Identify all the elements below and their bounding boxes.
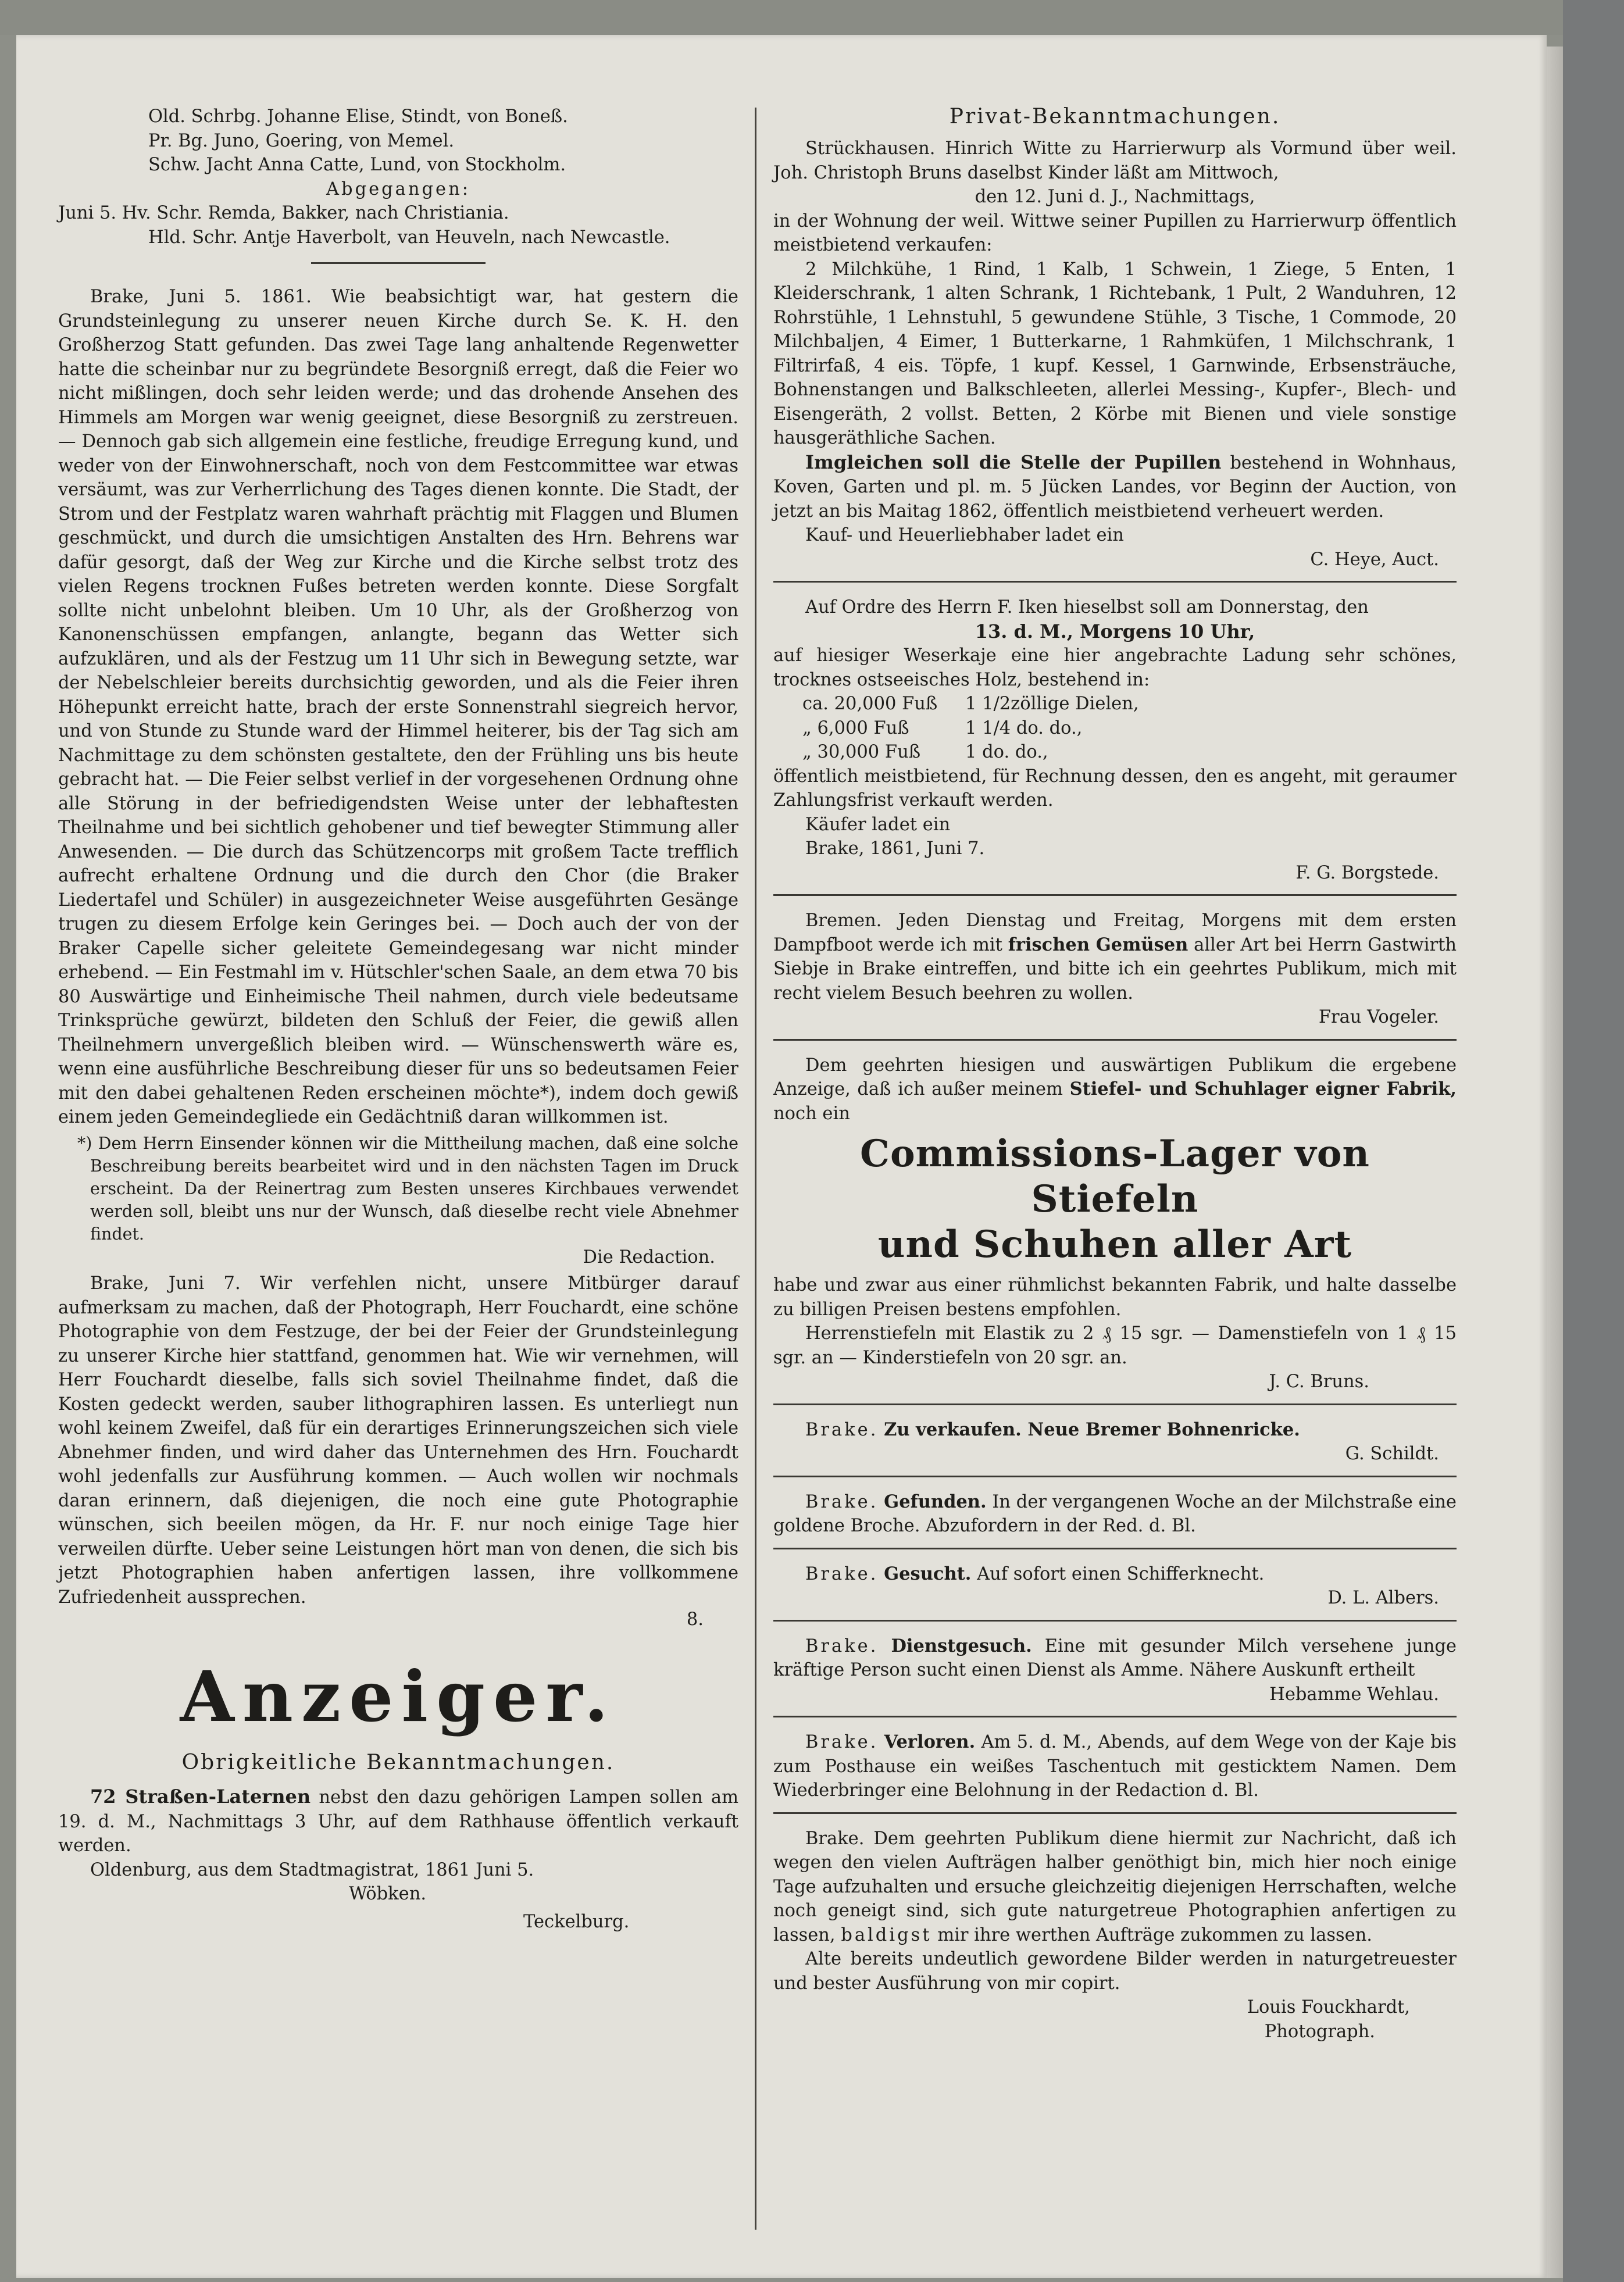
private-announcements-title: Privat-Bekanntmachungen. <box>949 105 1281 128</box>
wood-desc: 1 do. do., <box>965 742 1048 762</box>
ad7-signature: D. L. Albers. <box>1327 1588 1439 1608</box>
ad2-text3: öffentlich meistbietend, für Rechnung dessen, den es angeht, mit geraumer Zahlungsfrist verkauft werden. <box>773 766 1457 810</box>
ad-separator <box>773 894 1457 896</box>
ad6-body: In der vergangenen Woche an der Milchstraße eine goldene Broche. Abzufordern in der Red. d. Bl. <box>773 1491 1457 1536</box>
ad-separator <box>773 1039 1457 1041</box>
ad9-body: Am 5. d. M., Abends, auf dem Wege von der Kaje bis zum Posthause ein weißes Taschentuch mit gesticktem Namen. Dem Wiederbringer eine Belohnung in der Redaction d. Bl. <box>773 1732 1457 1801</box>
ad2-date: 13. d. M., Morgens 10 Uhr, <box>975 620 1255 642</box>
ad10-text3: Alte bereits undeutlich gewordene Bilder werden in naturgetreuester und bester Ausführung von mir copirt. <box>773 1949 1457 1994</box>
ad3-signature: Frau Vogeler. <box>1318 1007 1439 1027</box>
ad10-signature-1: Louis Fouckhardt, <box>1247 1997 1410 2017</box>
ad6-bold: Gefunden. <box>884 1491 987 1512</box>
right-column <box>773 105 1457 2044</box>
ad-wood-auction <box>773 595 1457 885</box>
ad10-signature-2: Photograph. <box>1264 2021 1375 2042</box>
arrived-ship-1: Old. Schrbg. Johanne Elise, Stindt, von Boneß. <box>148 106 568 127</box>
ad2-date-place: Brake, 1861, Juni 7. <box>805 838 985 859</box>
signature-teckelburg: Teckelburg. <box>523 1911 630 1932</box>
article-photograph: Brake, Juni 7. Wir verfehlen nicht, unsere Mitbürger darauf aufmerksam zu machen, daß der Photograph, Herr Fouchardt, eine schöne Photographie von dem Festzuge, der bei der Feier der Grundsteinlegung zu unserer Kirche hier stattfand, genommen hat. Wie wir vernehmen, will Herr Fouchardt dieselbe, falls sich soviel Theilnahme findet, daß die Kosten gedeckt werden, sauber lithographiren lassen. Es unterliegt nun wohl keinem Zweifel, daß für ein derartiges Erinnerungszeichen sich viele Abnehmer finden, und wird daher das Unternehmen des Hrn. Fouchardt wohl jedenfalls zur Ausführung kommen. — Auch wollen wir nochmals daran erinnern, daß diejenigen, die noch eine gute Photographie wünschen, sich beeilen mögen, da Hr. F. nur noch einige Tage hier verweilen dürfte. Ueber seine Leistungen hört man von denen, die sich bis jetzt Photographien haben anfertigen lassen, ihre vollkommene Zufriedenheit aussprechen. <box>58 1273 738 1608</box>
wood-row <box>773 716 1457 741</box>
ad5-text <box>773 1418 1457 1442</box>
ad9-text <box>773 1730 1457 1803</box>
article-mark: 8. <box>686 1609 704 1630</box>
ad-lost <box>773 1730 1457 1803</box>
wood-row <box>773 692 1457 716</box>
ad1-signature: C. Heye, Auct. <box>1310 549 1439 570</box>
laterns-lead: 72 Straßen-Laternen <box>90 1785 311 1808</box>
ad2-text1: Auf Ordre des Herrn F. Iken hieselbst soll am Donnerstag, den <box>805 597 1369 617</box>
ad1-items: 2 Milchkühe, 1 Rind, 1 Kalb, 1 Schwein, 1 Ziege, 5 Enten, 1 Kleiderschrank, 1 alten Schrank, 1 Richtebank, 1 Pult, 2 Wanduhren, 12 Rohrstühle, 1 Lehnstuhl, 5 gewundene Stühle, 3 Tische, 1 Commode, 20 Milchbaljen, 4 Eimer, 1 Butterkarne, 1 Rahmküfen, 1 Milchschrank, 1 Filtrirfaß, 4 eis. Töpfe, 1 kupf. Kessel, 1 Garnwinde, Erbsensträuche, Bohnenstangen und Balkschleeten, allerlei Messing-, Kupfer-, Blech- und Eisengeräth, 2 vollst. Betten, 2 Körbe mit Bienen und viele sonstige hausgeräthliche Sachen. <box>773 259 1457 448</box>
departed-ship-1 <box>58 201 738 226</box>
ad-separator <box>773 1548 1457 1549</box>
ad3-text-a: Bremen. Jeden Dienstag und Freitag, Morgens mit dem ersten Dampfboot werde ich mit <box>773 910 1457 955</box>
ad9-bold: Verloren. <box>884 1731 976 1752</box>
departed-date: Juni 5. <box>58 203 117 223</box>
departed-ship-1-text: Hv. Schr. Remda, Bakker, nach Christiania. <box>122 203 509 223</box>
anzeiger-title: Anzeiger. <box>180 1656 617 1738</box>
arrived-ship-2: Pr. Bg. Juno, Goering, von Memel. <box>148 130 455 151</box>
laterns-place: Oldenburg, aus dem Stadtmagistrat, 1861 Juni 5. <box>90 1859 534 1880</box>
ad-wanted <box>773 1562 1457 1610</box>
ad-for-sale <box>773 1418 1457 1466</box>
ad4-prices: Herrenstiefeln mit Elastik zu 2 ₰ 15 sgr. — Damenstiefeln von 1 ₰ 15 sgr. an — Kinderstiefeln von 20 sgr. an. <box>773 1323 1457 1368</box>
ad4-text-b: noch ein <box>773 1103 850 1124</box>
ad3-bold: frischen Gemüsen <box>1008 934 1188 955</box>
ad2-signature: F. G. Borgstede. <box>1295 862 1439 883</box>
page-edge <box>1547 47 1563 2278</box>
laterns-announcement <box>58 1785 738 1858</box>
laterns-text: nebst den dazu gehörigen Lampen sollen am 19. d. M., Nachmittags 3 Uhr, auf dem Rathhause öffentlich verkauft werden. <box>58 1787 739 1856</box>
ad7-bold: Gesucht. <box>884 1563 972 1584</box>
ad1-invite: Kauf- und Heuerliebhaber ladet ein <box>805 525 1124 545</box>
article-footnote: *) Dem Herrn Einsender können wir die Mittheilung machen, daß eine solche Beschreibung bereits bearbeitet wird und in den nächsten Tagen im Druck erscheint. Da der Reinertrag zum Besten unseres Kirchbaues verwendet werden soll, bleibt uns nur der Wunsch, daß dieselbe recht viele Abnehmer findet. <box>77 1133 738 1244</box>
ad8-bold: Dienstgesuch. <box>891 1635 1032 1656</box>
ad10-text <box>773 1827 1457 1948</box>
ad1-text1: Strückhausen. Hinrich Witte zu Harrierwurp als Vormund über weil. Joh. Christoph Bruns daselbst Kinder läßt am Mittwoch, <box>773 138 1457 183</box>
ad9-place: Brake. <box>805 1732 879 1752</box>
section-rule <box>311 262 486 264</box>
ad1-text2: in der Wohnung der weil. Wittwe seiner Pupillen zu Harrierwurp öffentlich meistbietend verkaufen: <box>773 210 1457 255</box>
ad-found <box>773 1490 1457 1538</box>
ad4-text <box>773 1053 1457 1126</box>
ad-separator <box>773 1716 1457 1717</box>
ad-separator <box>773 1476 1457 1477</box>
footnote-signature: Die Redaction. <box>583 1247 715 1267</box>
ad6-place: Brake. <box>805 1491 879 1512</box>
article-grundsteinlegung: Brake, Juni 5. 1861. Wie beabsichtigt war, hat gestern die Grundsteinlegung zu unserer neuen Kirche durch Se. K. H. den Großherzog Statt gefunden. Das zwei Tage lang anhaltende Regenwetter hatte die scheinbar nur zu begründete Besorgniß erregt, daß die Feier wo nicht mißlingen, doch sehr leiden werde; und das drohende Ansehen des Himmels am Morgen war wenig geeignet, diese Besorgniß zu zerstreuen. — Dennoch gab sich allgemein eine festliche, freudige Erregung kund, und weder von der Einwohnerschaft, noch von dem Festcommittee war etwas versäumt, was zur Verherrlichung des Tages dienen konnte. Die Stadt, der Strom und der Festplatz waren wahrhaft prächtig mit Flaggen und Blumen geschmückt, und durch die umsichtigen Anstalten des Hrn. Behrens war dafür gesorgt, daß der Weg zur Kirche und die Kirche selbst trotz des vielen Regens trocknen Fußes betreten werden konnte. Diese Sorgfalt sollte nicht unbelohnt bleiben. Um 10 Uhr, als der Großherzog von Kanonenschüssen empfangen, anlangte, begann das Wetter sich aufzuklären, und als der Festzug um 11 Uhr sich in Bewegung setzte, war der Nebelschleier bereits durchsichtig geworden, und als die Feier ihren Höhepunkt erreicht hatte, brach der erste Sonnenstrahl siegreich hervor, und von Stunde zu Stunde ward der Himmel heiterer, bis der Tag sich am Nachmittage zu dem schönsten gestaltete, den der Frühling uns bis heute gebracht hat. — Die Feier selbst verlief in der vorgesehenen Ordnung ohne alle Störung in der befriedigendsten Weise unter der lebhaftesten Theilnahme und bei sichtlich gehobener und tief bewegter Stimmung aller Anwesenden. — Die durch das Schützencorps mit großem Tacte trefflich aufrecht erhaltene Ordnung und die durch den Chor (die Braker Liedertafel und Schüler) in ausgezeichneter Weise ausgeführten Gesänge trugen zu diesem Erfolge kein Geringes bei. — Doch auch der von der Braker Capelle sicher geleitete Gemeindegesang war nicht minder erhebend. — Ein Festmahl im v. Hütschler'schen Saale, an dem etwa 70 bis 80 Auswärtige und Einheimische Theil nahmen, durch viele bedeutsame Trinksprüche gewürzt, bildeten den Schluß der Feier, die gewiß allen Theilnehmern unvergeßlich bleiben wird. — Wünschenswerth wäre es, wenn eine ausführliche Beschreibung dieser für uns so bedeutsamen Feier mit den dabei gehaltenen Reden erscheinen möchte*), indem doch gewiß einem jeden Gemeindegliede ein Gedächtniß daran willkommen ist. <box>58 287 738 1127</box>
anzeiger-section <box>58 1656 738 1934</box>
signature-woebken: Wöbken. <box>349 1884 427 1904</box>
departed-ship-2: Hld. Schr. Antje Haverbolt, van Heuveln, nach Newcastle. <box>148 227 670 248</box>
ad10-text1: Brake. Dem geehrten Publikum diene hiermit zur Nachricht, daß ich wegen den vielen Aufträgen halber genöthigt bin, mich hier noch einige Tage aufzuhalten und ersuche gleichzeitig diejenigen Herrschaften, welche noch geneigt sind, sich gute naturgetreue Photographien anfertigen zu lassen, <box>773 1828 1457 1945</box>
ad8-signature: Hebamme Wehlau. <box>1269 1684 1439 1705</box>
ad-vegetables <box>773 909 1457 1030</box>
arrived-ship-3: Schw. Jacht Anna Catte, Lund, von Stockholm. <box>148 155 566 175</box>
ad1-property <box>773 451 1457 524</box>
ad5-signature: G. Schildt. <box>1345 1444 1439 1464</box>
ad-shoes <box>773 1053 1457 1394</box>
left-column <box>58 105 738 1934</box>
scan-background-right <box>1563 0 1624 2282</box>
wood-row <box>773 740 1457 765</box>
ad1-date: den 12. Juni d. J., Nachmittags, <box>975 187 1255 207</box>
ad4-bold: Stiefel- und Schuhlager eigner Fabrik, <box>1069 1078 1457 1099</box>
ad-separator <box>773 1812 1457 1814</box>
ad3-text-b: aller Art bei Herrn Gastwirth Siebje in Brake eintreffen, und bitte ich ein geehrtes Publikum, mich mit recht vielem Besuch beehren zu wollen. <box>773 934 1457 1003</box>
ad4-headline-1: Commissions-Lager von Stiefeln <box>860 1132 1370 1221</box>
wood-qty: ca. 20,000 Fuß <box>802 694 938 714</box>
ad4-text-c: habe und zwar aus einer rühmlichst bekannten Fabrik, und halte dasselbe zu billigen Preisen bestens empfohlen. <box>773 1275 1457 1320</box>
ad6-text <box>773 1490 1457 1538</box>
ad-separator <box>773 1404 1457 1405</box>
ad8-place: Brake. <box>805 1635 879 1656</box>
departed-heading: Abgegangen: <box>326 178 470 199</box>
ad-photographer <box>773 1827 1457 2044</box>
ad-separator <box>773 581 1457 583</box>
ad1-bold-lead: Imgleichen soll die Stelle der Pupillen <box>805 451 1222 473</box>
ad2-text2: auf hiesiger Weserkaje eine hier angebrachte Ladung sehr schönes, trocknes ostseeisches Holz, bestehend in: <box>773 645 1457 690</box>
wood-qty: „ 30,000 Fuß <box>802 742 921 762</box>
scan-background-top <box>0 0 1563 35</box>
ad-job-request <box>773 1634 1457 1707</box>
ad4-signature: J. C. Bruns. <box>1269 1372 1369 1392</box>
ad2-invite: Käufer ladet ein <box>805 814 951 835</box>
ad-separator <box>773 1620 1457 1622</box>
ad1-text3: bestehend in Wohnhaus, Koven, Garten und pl. m. 5 Jücken Landes, vor Beginn der Auction, von jetzt an bis Maitag 1862, öffentlich meistbietend verheuert werden. <box>773 452 1457 522</box>
ad7-place: Brake. <box>805 1563 879 1584</box>
ad7-text <box>773 1562 1457 1587</box>
wood-qty: „ 6,000 Fuß <box>802 717 909 738</box>
ad8-body: Eine mit gesunder Milch versehene junge kräftige Person sucht einen Dienst als Amme. Nähere Auskunft ertheilt <box>773 1635 1457 1680</box>
ad7-body: Auf sofort einen Schifferknecht. <box>977 1563 1265 1584</box>
ad3-text <box>773 909 1457 1005</box>
ad8-text <box>773 1634 1457 1683</box>
ad5-place: Brake. <box>805 1419 879 1440</box>
wood-desc: 1 1/4 do. do., <box>965 717 1083 738</box>
column-divider <box>755 108 756 2230</box>
ad4-text-a: Dem geehrten hiesigen und auswärtigen Publikum die ergebene Anzeige, daß ich außer meinem <box>773 1055 1457 1099</box>
ad10-text2: mir ihre werthen Aufträge zukommen zu lassen. <box>937 1924 1373 1945</box>
ad-auction-strueckhausen <box>773 137 1457 572</box>
wood-desc: 1 1/2zöllige Dielen, <box>965 694 1139 714</box>
official-announcements-title: Obrigkeitliche Bekanntmachungen. <box>181 1751 615 1774</box>
ad4-headline-2: und Schuhen aller Art <box>877 1223 1352 1266</box>
shipping-news <box>58 105 738 249</box>
ad5-bold: Zu verkaufen. Neue Bremer Bohnenricke. <box>884 1419 1300 1440</box>
ad10-spaced: baldigst <box>841 1924 932 1945</box>
